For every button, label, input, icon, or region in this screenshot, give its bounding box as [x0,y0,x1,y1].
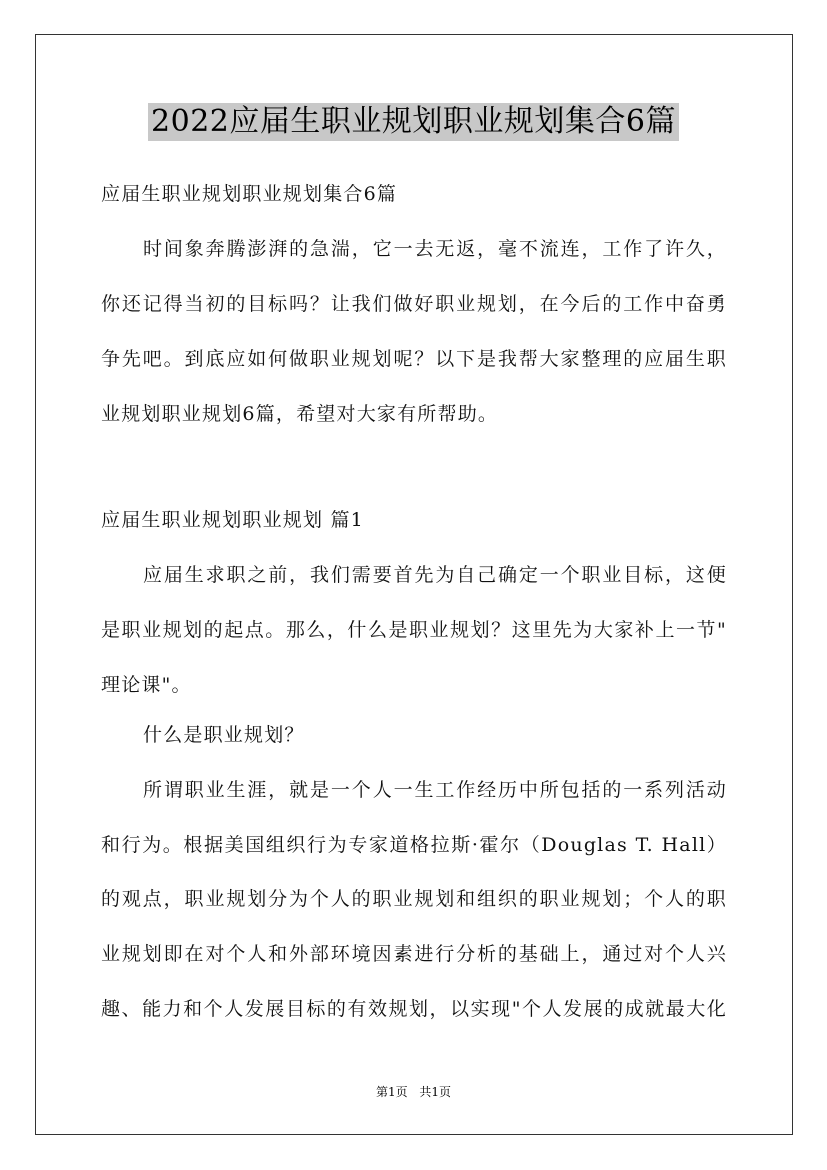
question-line: 什么是职业规划？ [143,724,305,746]
intro-line-3: 争先吧。到底应如何做职业规划呢？以下是我帮大家整理的应届生职 [101,348,727,370]
page-number-total: 共1页 [419,1085,452,1099]
section-1-heading: 应届生职业规划职业规划 篇1 [101,509,364,531]
para2-line-2: 和行为。根据美国组织行为专家道格拉斯·霍尔（Douglas T. Hall） [101,834,727,856]
title-container [0,103,827,141]
para1-line-1: 应届生求职之前，我们需要首先为自己确定一个职业目标，这便 [143,564,727,586]
document-subtitle: 应届生职业规划职业规划集合6篇 [101,183,398,205]
intro-line-1: 时间象奔腾澎湃的急湍，它一去无返，毫不流连，工作了许久， [143,238,727,260]
para2-line-5: 趣、能力和个人发展目标的有效规划，以实现"个人发展的成就最大化 [101,998,727,1020]
para2-line-4: 业规划即在对个人和外部环境因素进行分析的基础上，通过对个人兴 [101,943,727,965]
page-footer [0,1083,827,1100]
page-number-current: 第1页 [375,1085,408,1099]
para2-line-1: 所谓职业生涯，就是一个人一生工作经历中所包括的一系列活动 [143,779,727,801]
document-title: 2022应届生职业规划职业规划集合6篇 [148,103,679,141]
intro-line-2: 你还记得当初的目标吗？让我们做好职业规划，在今后的工作中奋勇 [101,293,727,315]
para1-line-2: 是职业规划的起点。那么，什么是职业规划？这里先为大家补上一节" [101,619,727,641]
para2-line-3: 的观点，职业规划分为个人的职业规划和组织的职业规划；个人的职 [101,888,727,910]
intro-line-4: 业规划职业规划6篇，希望对大家有所帮助。 [101,403,499,425]
para1-line-3: 理论课"。 [101,674,192,696]
